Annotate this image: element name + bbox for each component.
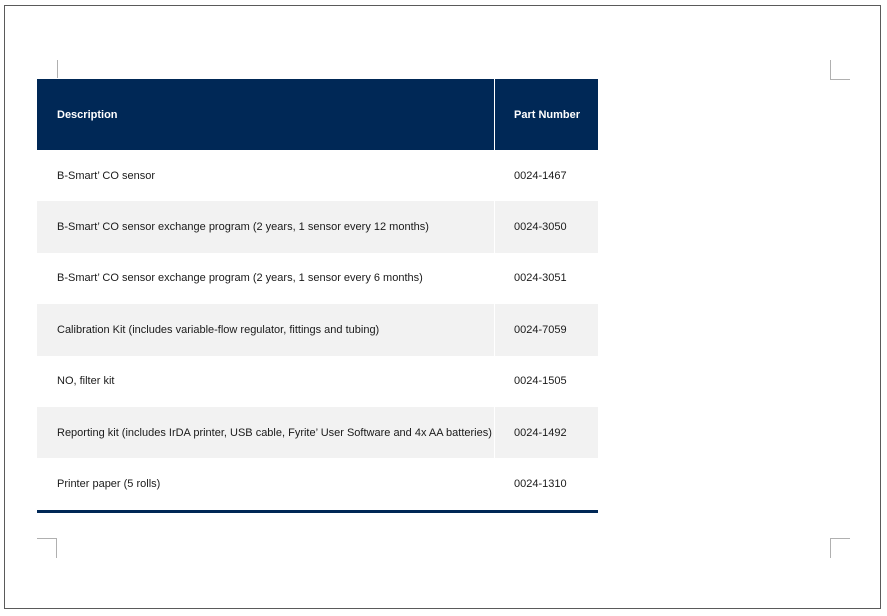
margin-mark-bottom-right — [830, 538, 850, 558]
table-row — [37, 458, 598, 509]
table-row — [37, 356, 598, 407]
part-number-cell: 0024-7059 — [514, 323, 567, 336]
margin-mark-top-right — [830, 60, 850, 80]
description-cell: Reporting kit (includes IrDA printer, USB cable, Fyrite’ User Software and 4x AA batteries) — [37, 407, 495, 458]
table-row — [37, 201, 598, 252]
margin-mark-bottom-left — [37, 538, 57, 558]
part-number-cell: 0024-3051 — [514, 272, 567, 285]
description-cell: Calibration Kit (includes variable-flow regulator, fittings and tubing) — [37, 304, 495, 355]
table-row — [37, 253, 598, 304]
parts-table — [37, 79, 598, 513]
description-cell: NO, filter kit — [37, 356, 495, 407]
part-number-cell: 0024-1492 — [514, 426, 567, 439]
part-number-cell: 0024-1310 — [514, 478, 567, 491]
description-cell: B-Smart’ CO sensor exchange program (2 years, 1 sensor every 6 months) — [37, 253, 495, 304]
margin-mark-top-left — [57, 60, 58, 78]
header-description: Description — [37, 79, 495, 150]
part-number-cell: 0024-3050 — [514, 221, 567, 234]
table-row — [37, 304, 598, 355]
document-page — [4, 5, 881, 609]
part-number-cell: 0024-1505 — [514, 375, 567, 388]
table-bottom-rule — [37, 510, 598, 513]
description-cell: Printer paper (5 rolls) — [37, 458, 495, 509]
table-row — [37, 150, 598, 201]
table-header-row — [37, 79, 598, 150]
header-part-number: Part Number — [514, 108, 581, 121]
description-cell: B-Smart’ CO sensor exchange program (2 years, 1 sensor every 12 months) — [37, 201, 495, 252]
table-row — [37, 407, 598, 458]
description-cell: B-Smart’ CO sensor — [37, 150, 495, 201]
part-number-cell: 0024-1467 — [514, 169, 567, 182]
